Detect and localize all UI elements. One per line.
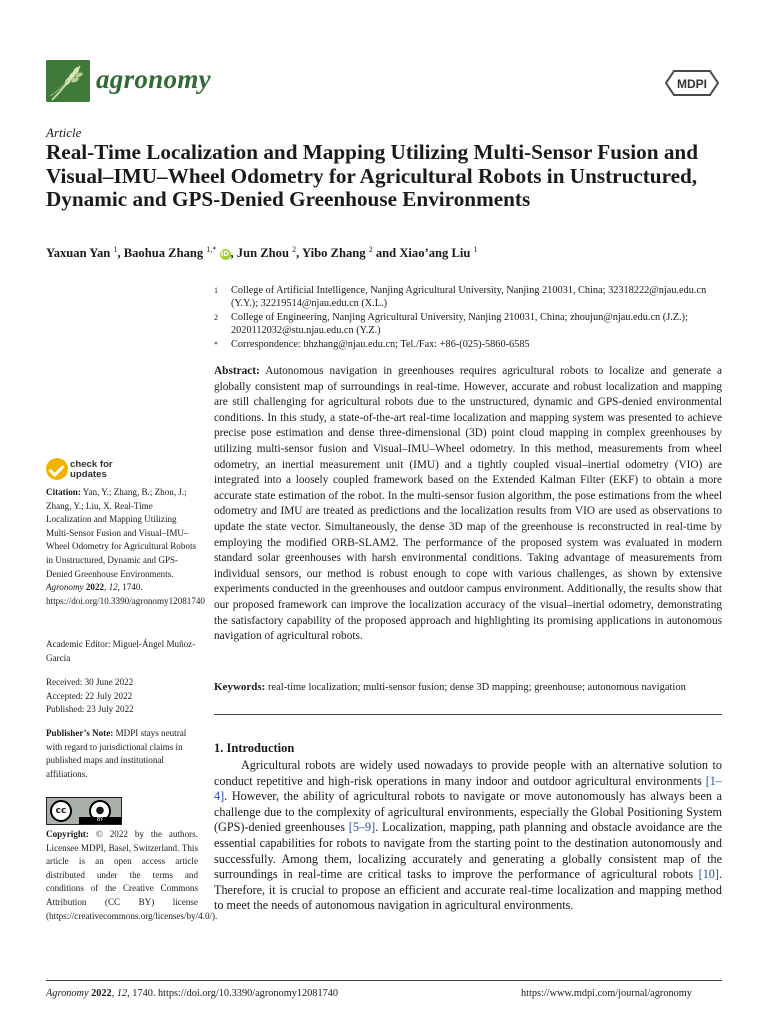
affiliation-item <box>214 284 724 311</box>
footer-divider <box>46 980 722 981</box>
author-name[interactable]: Yaxuan Yan <box>46 246 111 261</box>
affiliation-mark: 2 <box>214 313 218 322</box>
author-affiliation-mark: 1 <box>473 245 478 254</box>
academic-editor: Academic Editor: Miguel-Ángel Muñoz-García <box>46 639 196 663</box>
paper-title: Real-Time Localization and Mapping Utilizing Multi-Sensor Fusion and Visual–IMU–Wheel Odometry for Agricultural Robots in Unstructured, Dynamic and GPS-Denied Greenhouse Environments <box>46 140 698 211</box>
citation-link[interactable]: [5–9] <box>348 820 376 835</box>
article-type: Article <box>46 125 82 140</box>
citation-block: Citation: Yan, Y.; Zhang, B.; Zhou, J.; Zhang, Y.; Liu, X. Real-Time Localization and Mapping Utilizing Multi-Sensor Fusion and Visual–IMU–Wheel Odometry for Agricultural Robots in Unstructured, Dynamic and GPS-Denied Greenhouse Environments. Agronomy 2022, 12, 1740. https://doi.org/10.3390/agronomy12081740 <box>46 487 205 606</box>
author-affiliation-mark: 2 <box>368 245 373 254</box>
footer-doi[interactable]: , 1740. https://doi.org/10.3390/agronomy12081740 <box>127 988 339 999</box>
correspondence <box>214 338 724 351</box>
footer-year: 2022 <box>91 988 112 999</box>
footer-citation: Agronomy 2022, 12, 1740. https://doi.org/10.3390/agronomy12081740 <box>46 988 339 999</box>
citation-label: Citation: <box>46 487 81 497</box>
mdpi-logo[interactable] <box>664 68 720 98</box>
journal-name[interactable]: agronomy <box>96 64 211 94</box>
abstract <box>214 364 722 645</box>
published-date: Published: 23 July 2022 <box>46 704 134 715</box>
section-heading: 1. Introduction <box>214 741 295 755</box>
section-divider <box>214 714 722 715</box>
copyright-block <box>46 828 218 923</box>
affiliation-mark: * <box>214 340 218 349</box>
keywords <box>214 681 724 693</box>
footer-journal: Agronomy <box>46 988 89 999</box>
cc-by-license-badge[interactable] <box>46 797 122 825</box>
author-name[interactable]: Xiao’ang Liu <box>399 246 471 261</box>
citation-link[interactable]: [10] <box>698 867 719 882</box>
received-date: Received: 30 June 2022 <box>46 677 134 687</box>
author-name[interactable]: Baohua Zhang <box>123 246 204 261</box>
publication-dates <box>46 676 198 717</box>
citation-journal: Agronomy <box>46 582 84 593</box>
intro-paragraph <box>214 758 722 914</box>
copyright-text: © 2022 by the authors. Licensee MDPI, Basel, Switzerland. This article is an open access article distributed under the terms and conditions of the Creative Commons Attribution (CC BY) license (https://creativecommons.org/licenses/by/4.0/). <box>46 829 218 921</box>
citation-doi[interactable]: , 1740. https://doi.org/10.3390/agronomy12081740 <box>46 582 205 606</box>
author-affiliation-mark: 1,* <box>206 245 217 254</box>
publisher-note <box>46 727 198 781</box>
keywords-text: real-time localization; multi-sensor fusion; dense 3D mapping; greenhouse; autonomous navigation <box>267 682 686 693</box>
author-affiliation-mark: 2 <box>292 245 297 254</box>
publisher-note-label: Publisher’s Note: <box>46 728 114 738</box>
by-label: BY <box>79 817 121 824</box>
affiliation-mark: 1 <box>214 286 218 295</box>
citation-link[interactable]: [1–4] <box>214 773 722 804</box>
keywords-label: Keywords: <box>214 681 266 693</box>
affiliation-text: College of Artificial Intelligence, Nanjing Agricultural University, Nanjing 210031, China; 32318222@njau.edu.cn (Y.Y.); 32219514@njau.edu.cn (X.L.) <box>231 285 707 310</box>
mdpi-logo-icon <box>664 68 720 98</box>
footer-volume: 12 <box>116 988 128 999</box>
mdpi-logo-text: MDPI <box>677 77 707 91</box>
author-list: Yaxuan Yan $^1$, Baohua Zhang $^{1,*}$ iD, Jun Zhou $^2$, Yibo Zhang $^2$ and Xiao’ang Liu $^1$ <box>46 245 478 261</box>
copyright-label: Copyright: <box>46 829 89 839</box>
intro-text: . However, the ability of agricultural robots to navigate or move autonomously has always been a challenge due to the complexity of agricultural environments, especially the Global Positioning System (GPS)-denied greenhouses <box>214 789 722 835</box>
affiliation-text: College of Engineering, Nanjing Agricultural University, Nanjing 210031, China; zhoujun@njau.edu.cn (J.Z.); 2020112032@stu.njau.edu.cn (Y.Z.) <box>231 312 688 337</box>
footer-journal-url[interactable]: https://www.mdpi.com/journal/agronomy <box>521 988 692 999</box>
author-name[interactable]: Yibo Zhang <box>301 246 366 261</box>
intro-text: . Therefore, it is crucial to propose an efficient and accurate real-time localization and mapping method to meet the needs of autonomous navigation in agricultural environments. <box>214 867 722 913</box>
citation-year: 2022 <box>85 582 105 593</box>
intro-text: . Localization, mapping, path planning and obstacle avoidance are the essential capabilities for robots to navigate from the starting point to the destination autonomously and successfully. Among them, localizing accurately and generating a globally consistent map of the surroundings in real-time are critical tasks to improve the performance of agricultural robots <box>214 820 723 882</box>
correspondence-text: Correspondence: bhzhang@njau.edu.cn; Tel./Fax: +86-(025)-5860-6585 <box>231 339 530 350</box>
journal-logo <box>46 60 90 102</box>
cc-icon: cc <box>50 800 72 822</box>
author-name[interactable]: Jun Zhou <box>236 246 289 261</box>
author-affiliation-mark: 1 <box>113 245 118 254</box>
accepted-date: Accepted: 22 July 2022 <box>46 690 133 701</box>
check-updates-line2: updates <box>70 469 107 480</box>
checkmark-icon <box>46 458 68 480</box>
abstract-text: Autonomous navigation in greenhouses requires agricultural robots to localize and generate a globally consistent map of surroundings in real-time. However, accurate and robust localization and mapping are still challenging for agricultural robots due to the unstructured, dynamic and GPS-denied environmental conditions. In this study, a state-of-the-art real-time localization and mapping system was presented to achieve precise pose estimation and dense three-dimensional (3D) point cloud mapping in complex greenhouses by utilizing multi-sensor fusion and Visual–IMU–Wheel odometry. In this method, measurements from wheel odometry, an inertial measurement unit (IMU) and a tightly coupled visual–inertial odometry (VIO) are integrated into a loosely coupled framework based on the Extended Kalman Filter (EKF) to obtain a more accurate state estimation of the robot. In the multi-sensor fusion algorithm, the pose estimations from the wheel odometry and IMU are treated as predictions and the localization results from VIO are used as observations to update the state vector. Simultaneously, the dense 3D map of the greenhouse is reconstructed in real-time by employing the modified ORB-SLAM2. The performance of the proposed system was evaluated in modern standard solar greenhouses with harsh environmental conditions. Taking advantage of measurements from individual sensors, our method is robust enough to cope with various challenges, as shown by extensive experiments conducted in the greenhouses and outdoor campus environment. Additionally, the results show that our proposed framework can improve the localization accuracy of the visual–inertial odometry, demonstrating the satisfactory capability of the proposed approach and highlighting its promising applications in autonomous navigation of agricultural robots. <box>214 365 722 643</box>
abstract-label: Abstract: <box>214 365 260 377</box>
attribution-person-icon: ● <box>89 800 111 822</box>
orcid-icon[interactable]: iD <box>220 250 230 259</box>
citation-volume: 12 <box>108 582 118 593</box>
intro-text: Agricultural robots are widely used nowadays to provide people with an alternative solution to conduct repetitive and high-risk operations in many indoor and outdoor agricultural environments <box>214 758 722 788</box>
affiliation-item <box>214 311 724 338</box>
citation-text: Yan, Y.; Zhang, B.; Zhou, J.; Zhang, Y.; Liu, X. Real-Time Localization and Mapping Utilizing Multi-Sensor Fusion and Visual–IMU–Wheel Odometry for Agricultural Robots in Unstructured, Dynamic and GPS-Denied Greenhouse Environments. <box>46 487 197 579</box>
wheat-icon <box>46 60 90 102</box>
publisher-note-text: MDPI stays neutral with regard to jurisdictional claims in published maps and institutional affiliations. <box>46 728 187 779</box>
author-conjunction: and <box>375 246 397 261</box>
check-updates-line1: check for <box>70 459 113 470</box>
